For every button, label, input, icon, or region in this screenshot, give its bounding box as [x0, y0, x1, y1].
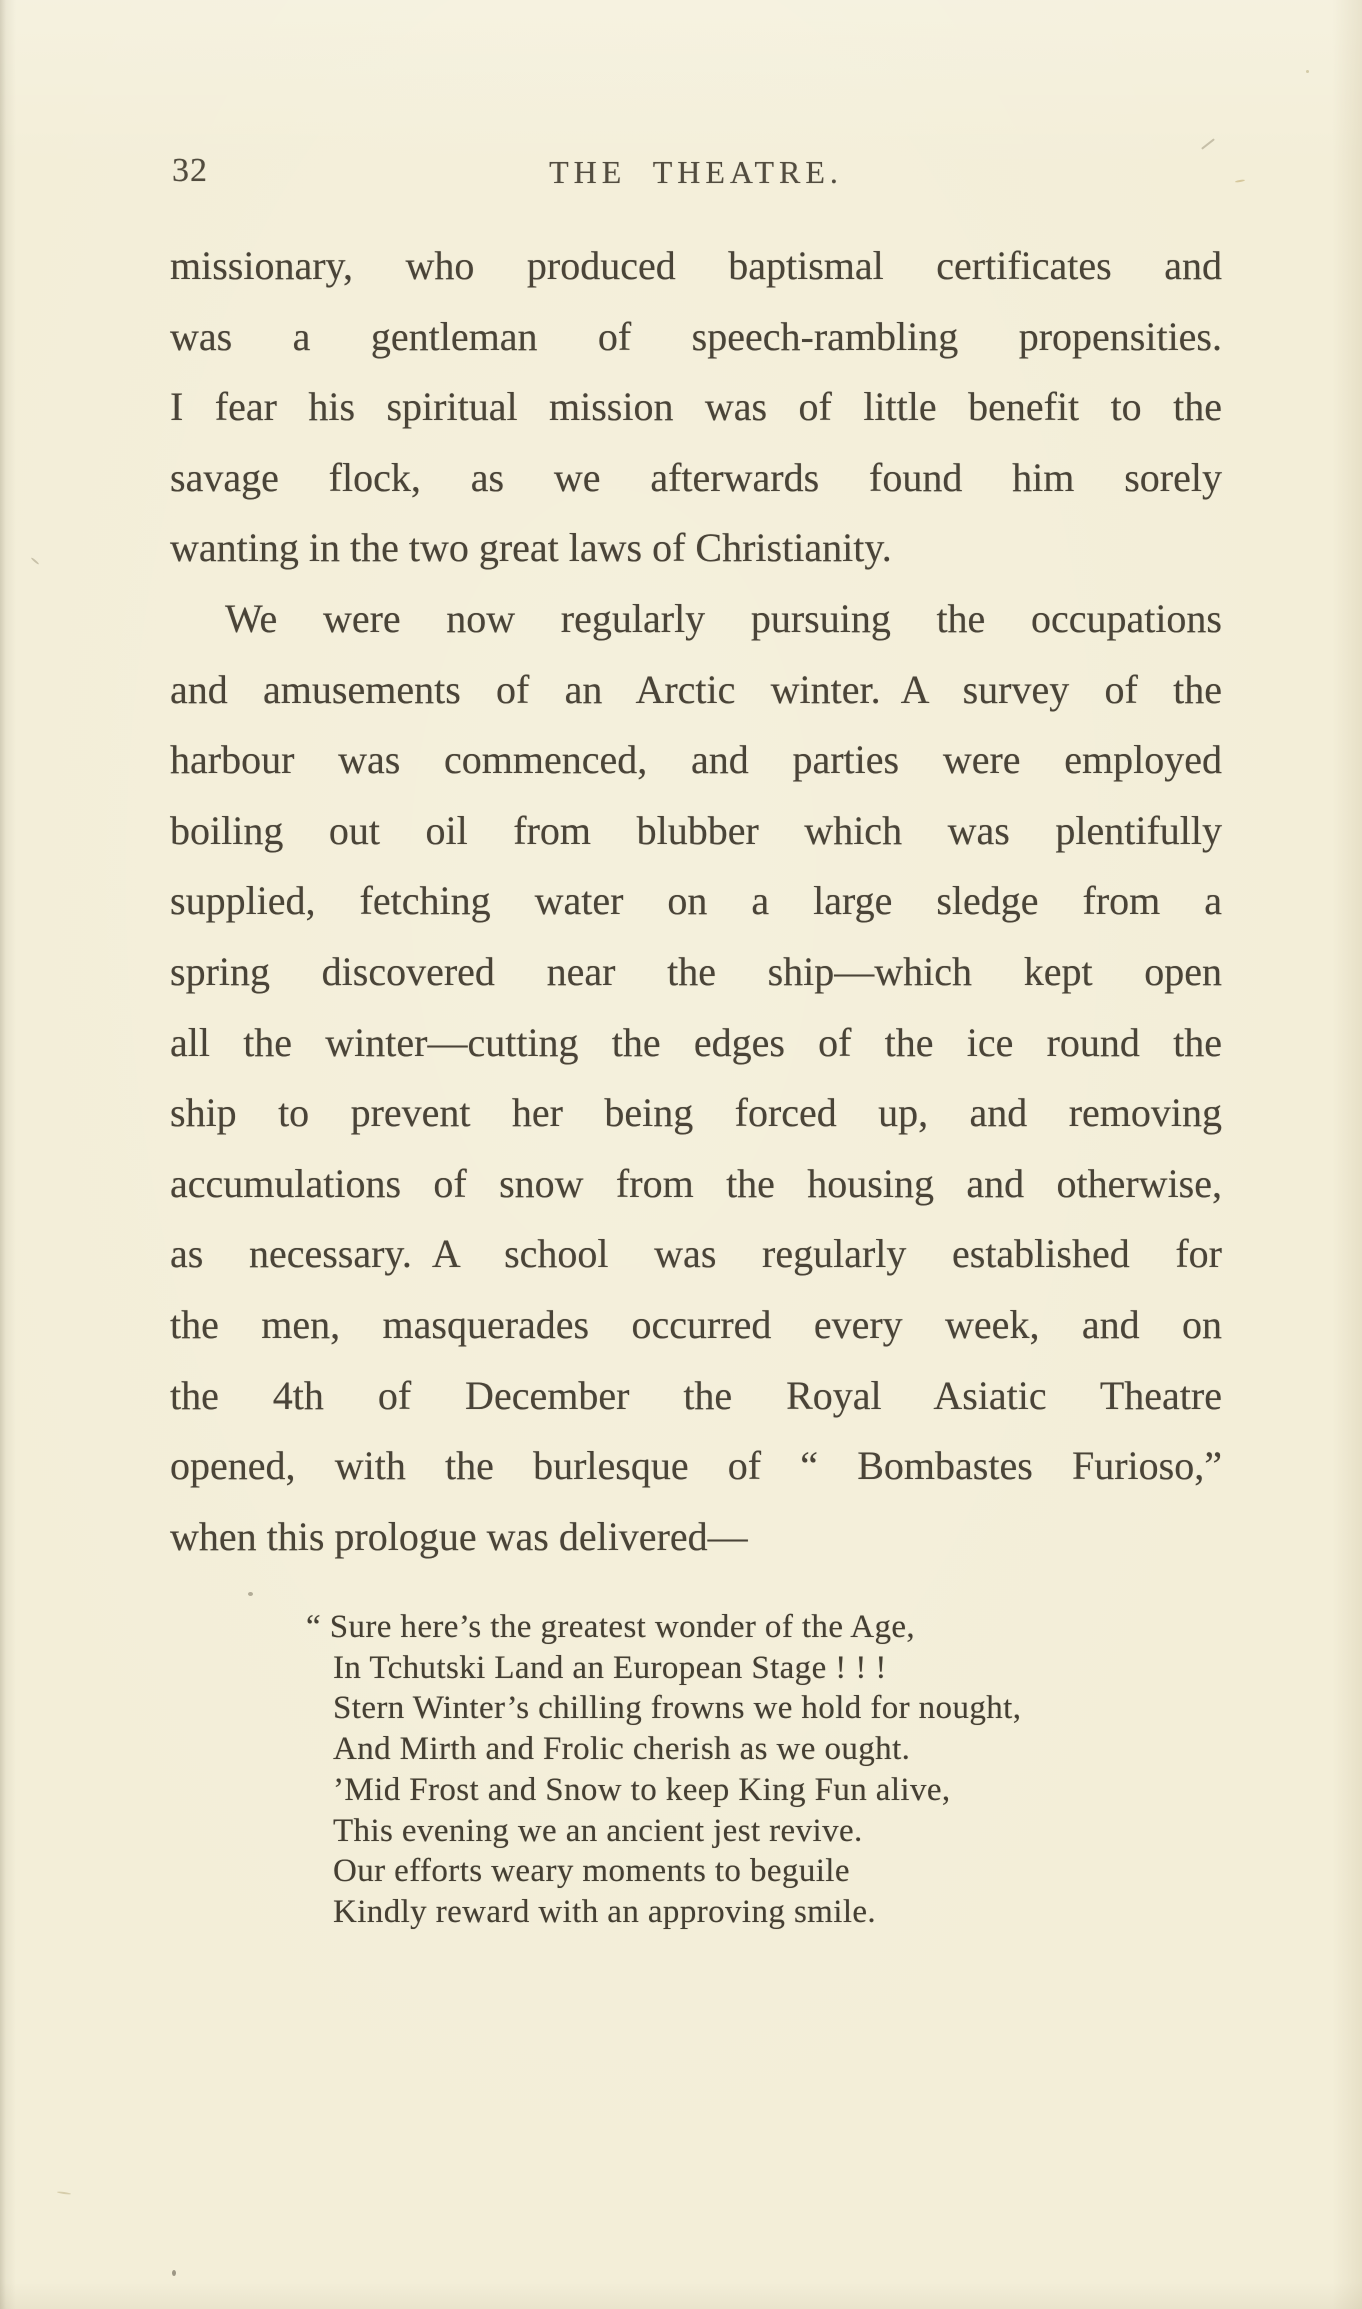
text-line: spring discovered near the ship—which kept open	[170, 948, 1222, 994]
text-line: supplied, fetching water on a large sledge from a	[170, 878, 1222, 924]
text-line: the men, masquerades occurred every week, and on	[170, 1301, 1222, 1347]
text-line: harbour was commenced, and parties were employed	[170, 737, 1222, 783]
paper-speck	[57, 2191, 71, 2195]
verse-line: In Tchutski Land an European Stage ! ! !	[333, 1649, 887, 1686]
text-line: missionary, who produced baptismal certificates and	[170, 243, 1222, 288]
verse-line: ’Mid Frost and Snow to keep King Fun alive,	[333, 1771, 951, 1808]
paper-speck	[172, 2270, 176, 2276]
text-line: accumulations of snow from the housing and otherwise,	[170, 1160, 1222, 1206]
paper-speck	[1235, 179, 1245, 183]
text-line: wanting in the two great laws of Christianity.	[170, 525, 892, 571]
verse-line: And Mirth and Frolic cherish as we ought.	[333, 1731, 911, 1768]
paper-speck	[248, 1592, 253, 1596]
text-line: We were now regularly pursuing the occupations	[225, 595, 1222, 641]
paper-speck	[1201, 138, 1215, 149]
text-line: when this prologue was delivered—	[170, 1513, 748, 1559]
text-line: as necessary. A school was regularly established for	[170, 1231, 1222, 1277]
body-text	[170, 231, 1222, 1572]
prologue-verse	[306, 1607, 1193, 1933]
verse-line: Our efforts weary moments to beguile	[333, 1853, 850, 1890]
text-line: was a gentleman of speech-rambling propensities.	[170, 313, 1222, 359]
verse-line: Stern Winter’s chilling frowns we hold for nought,	[333, 1690, 1022, 1727]
verse-line: This evening we an ancient jest revive.	[333, 1812, 863, 1849]
text-line: the 4th of December the Royal Asiatic Theatre	[170, 1372, 1222, 1418]
verse-line: “ Sure here’s the greatest wonder of the Age,	[306, 1609, 916, 1645]
page-number: 32	[172, 152, 208, 189]
text-line: all the winter—cutting the edges of the ice round the	[170, 1019, 1222, 1065]
text-line: and amusements of an Arctic winter. A survey of the	[170, 666, 1222, 712]
text-line: boiling out oil from blubber which was plentifully	[170, 807, 1222, 853]
text-line: savage flock, as we afterwards found him sorely	[170, 454, 1222, 500]
verse-line: Kindly reward with an approving smile.	[333, 1893, 877, 1930]
text-line: I fear his spiritual mission was of little benefit to the	[170, 384, 1222, 430]
running-title: THE THEATRE.	[549, 154, 843, 190]
text-line: ship to prevent her being forced up, and removing	[170, 1090, 1222, 1136]
paper-speck	[31, 557, 40, 565]
text-line: opened, with the burlesque of “ Bombastes Furioso,”	[170, 1443, 1222, 1489]
page-header	[170, 150, 1222, 190]
paper-speck	[1306, 70, 1309, 73]
